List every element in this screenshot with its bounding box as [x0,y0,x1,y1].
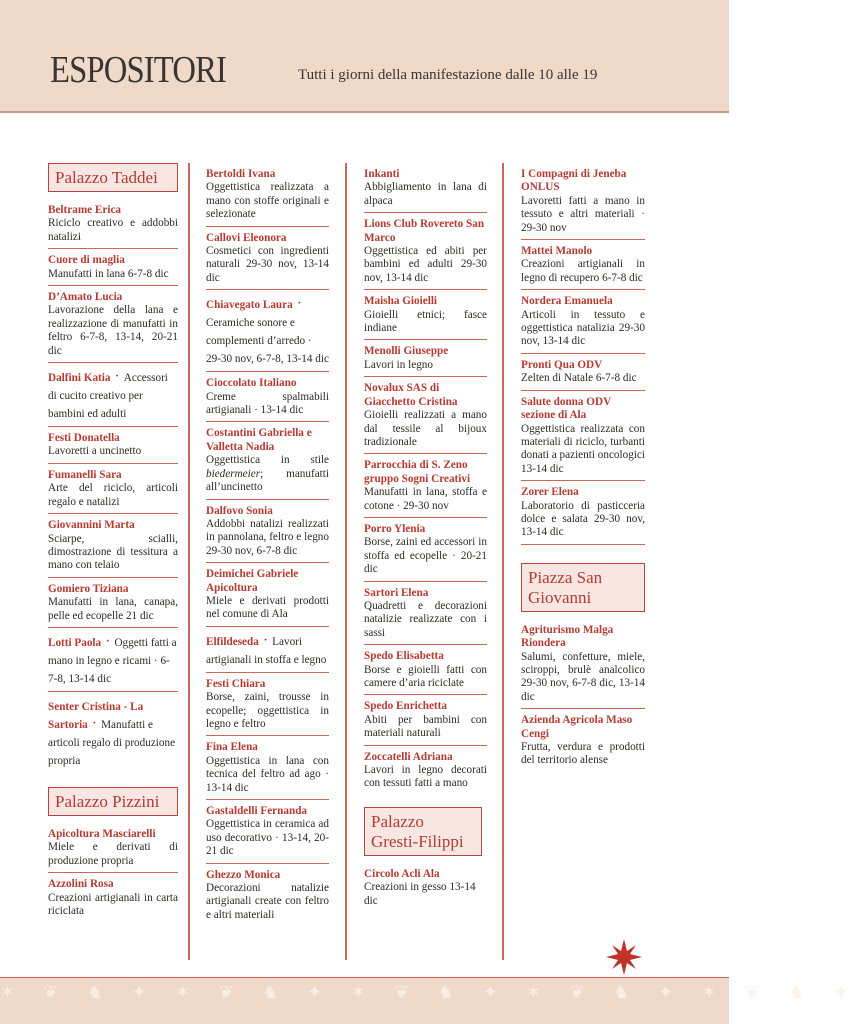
page-title: ESPOSITORI [50,49,227,91]
exhibitor-entry [48,291,178,363]
exhibitor-entry [206,741,329,800]
exhibitor-entry [364,459,487,518]
exhibitor-entry [364,168,487,213]
exhibitor-name: Pronti Qua ODV [521,358,603,371]
exhibitor-entry [521,359,645,391]
exhibitor-desc: Decorazioni natalizie artigianali create con feltro e altri materiali [206,882,329,921]
exhibitor-desc: Borse, zaini, trousse in ecopelle; oggettistica in legno e feltro [206,691,329,730]
desc-text: Oggettistica in stile [206,454,329,467]
exhibitor-entry [48,583,178,628]
exhibitor-desc: Quadretti e decorazioni natalizie realizzate con i sassi [364,599,487,639]
exhibitor-entry [521,396,645,481]
reindeer-star-pattern-icon: ✶ ❦ ♞ ✦ ✶ ❦ ♞ ✦ ✶ ❦ ♞ ✦ ✶ ❦ ♞ ✦ ✶ ❦ ♞ ✦ [0,982,860,1002]
exhibitor-entry: Elfildeseda · Lavori artigianali in stoffa e legno [206,632,329,673]
exhibitor-desc: Abiti per bambini con materiali naturali [364,713,487,740]
exhibitor-entry [364,295,487,340]
column-2 [206,168,329,965]
exhibitor-desc: Articoli in tessuto e oggettistica natalizia 29-30 nov, 13-14 dic [521,308,645,348]
exhibitor-entry [521,295,645,354]
exhibitor-entry [206,869,329,927]
column-3 [364,168,487,965]
exhibitor-entry [206,678,329,737]
exhibitor-desc: Creazioni artigianali in carta riciclata [48,891,178,917]
exhibitor-desc: Lavori in legno decorati con tessuti fatti a mano [364,764,487,790]
exhibitor-name: Dalfovo Sonia [206,504,273,517]
exhibitor-name: Festi Chiara [206,677,266,690]
exhibitor-desc: Creme spalmabili artigianali · 13-14 dic [206,390,329,417]
exhibitor-desc: Salumi, confetture, miele, sciroppi, brulè analcolico 29-30 nov, 6-7-8 dic, 13-14 dic [521,650,645,703]
exhibitor-name: Porro Ylenia [364,522,426,535]
venue-heading: Piazza San Giovanni [521,563,645,612]
exhibitor-entry [206,568,329,627]
exhibitor-desc: Gioielli etnici; fasce indiane [364,308,487,335]
exhibitor-name: Fumanelli Sara [48,468,122,481]
exhibitor-name: Callovi Eleonora [206,231,287,244]
exhibitor-entry [48,878,178,922]
exhibitor-desc: Manufatti in lana, stoffa e cotone · 29-30 nov [364,486,487,512]
exhibitor-entry [364,345,487,377]
exhibitor-desc: Miele e derivati di produzione propria [48,841,178,867]
venue-heading: Palazzo Pizzini [48,787,178,816]
column-divider [502,163,504,960]
exhibitor-name: Festi Donatella [48,432,120,445]
exhibitor-desc: Oggetti fatti a mano in legno e ricami · 6-7-8, 13-14 dic [48,636,177,685]
exhibitor-name: I Compagni di Jeneba ONLUS [521,168,627,194]
exhibitor-desc [206,454,329,494]
exhibitor-name: Dalfini Katia [48,372,111,385]
exhibitor-desc: Lavoretti a uncinetto [48,445,142,458]
exhibitor-name: Zorer Elena [521,486,579,499]
exhibitor-entry: Dalfini Katia · Accessori di cucito creativo per bambini ed adulti [48,368,178,427]
exhibitor-desc: Lavori in legno [364,358,433,371]
venue-heading: Palazzo Taddei [48,163,178,192]
column-4 [521,168,645,965]
exhibitor-entry: Lotti Paola · Oggetti fatti a mano in legno e ricami · 6-7-8, 13-14 dic [48,633,178,692]
exhibitor-entry [364,751,487,795]
exhibitor-name: Elfildeseda [206,635,259,648]
exhibitor-name: Parrocchia di S. Zeno gruppo Sogni Creativi [364,459,471,485]
exhibitor-entry [364,523,487,582]
exhibitor-name: Salute donna ODV sezione di Ala [521,395,611,422]
exhibitor-name: Fina Elena [206,741,258,754]
exhibitor-entry [206,232,329,291]
exhibitor-entry [521,624,645,709]
exhibitor-entry [206,505,329,564]
exhibitor-entry [521,168,645,240]
exhibitor-desc: Lavori artigianali in stoffa e legno [206,635,327,666]
column-divider [345,163,347,960]
exhibitor-entry [206,427,329,499]
exhibitor-desc: Addobbi natalizi realizzati in pannolana, feltro e legno 29-30 nov, 6-7-8 dic [206,517,329,557]
exhibitor-entry [206,377,329,422]
exhibitor-entry [364,218,487,290]
exhibitor-name: Maisha Gioielli [364,295,438,308]
exhibitor-desc: Creazioni artigianali in legno di recupero 6-7-8 dic [521,258,645,284]
exhibitor-entry [364,587,487,646]
exhibitor-entry [364,868,487,912]
exhibitor-desc: Oggettistica realizzata a mano con stoffe originali e selezionate [206,181,329,221]
exhibitor-desc: Manufatti in lana 6-7-8 dic [48,267,169,280]
exhibitor-entry [364,382,487,454]
exhibitor-desc: Riciclo creativo e addobbi natalizi [48,217,178,243]
exhibitor-desc: Oggettistica in lana con tecnica del feltro ad ago · 13-14 dic [206,754,329,794]
exhibitor-desc: Borse e gioielli fatti con camere d’aria riciclate [364,663,487,689]
exhibitor-name: Gastaldelli Fernanda [206,805,308,817]
exhibitor-entry [521,714,645,772]
desc-emphasis: biedermeier [206,467,261,480]
exhibitor-entry [206,168,329,227]
exhibitor-name: Gomiero Tiziana [48,582,129,595]
exhibitor-entry [364,650,487,695]
exhibitor-entry: Chiavegato Laura · Ceramiche sonore e complementi d’arredo · 29-30 nov, 6-7-8, 13-14 dic [206,295,329,372]
exhibitor-name: Mattei Manolo [521,245,593,258]
exhibitor-name: Spedo Elisabetta [364,650,444,663]
exhibitor-name: Lotti Paola [48,636,102,649]
exhibitor-desc: Oggettistica realizzata con materiali di riciclo, turbanti donati a pazienti oncologici 13-14 dic [521,422,645,475]
exhibitor-name: Senter Cristina - La Sartoria [48,700,144,731]
exhibitor-desc: Lavoretti fatti a mano in tessuto e altri materiali · 29-30 nov [521,194,645,234]
exhibitor-entry [364,700,487,745]
exhibitor-name: Novalux SAS di Giacchetto Cristina [364,382,458,408]
exhibitor-name: D’Amato Lucia [48,291,123,304]
exhibitor-name: Apicoltura Masciarelli [48,827,156,840]
exhibitor-entry [521,486,645,545]
exhibitor-name: Agriturismo Malga Riondera [521,623,614,650]
exhibitor-desc: Manufatti e articoli regalo di produzione propria [48,718,176,767]
star-icon [606,939,642,975]
exhibitor-name: Chiavegato Laura [206,299,293,312]
exhibitor-name: Bertoldi Ivana [206,168,276,180]
exhibitor-name: Sartori Elena [364,586,429,599]
exhibitor-name: Azzolini Rosa [48,878,114,891]
exhibitor-entry: Senter Cristina - La Sartoria · Manufatti e articoli regalo di produzione propria [48,700,176,767]
column-1 [48,163,178,960]
exhibitor-desc: Cosmetici con ingredienti naturali 29-30 nov, 13-14 dic [206,245,329,284]
exhibitor-entry [206,805,329,864]
exhibitor-name: Cioccolato Italiano [206,377,297,390]
exhibitor-name: Zoccatelli Adriana [364,750,453,763]
desc-text: ; manufatti all’uncinetto [206,467,329,494]
exhibitor-name: Nordera Emanuela [521,295,613,308]
exhibitor-entry [48,519,178,578]
exhibitor-name: Giovannini Marta [48,519,135,532]
exhibitor-name: Azienda Agricola Maso Cengi [521,714,633,740]
exhibitor-desc: Manufatti in lana, canapa, pelle ed ecopelle 21 dic [48,596,178,622]
exhibitor-desc: Laboratorio di pasticceria dolce e salata 29-30 nov, 13-14 dic [521,499,645,539]
exhibitor-desc: Creazioni in gesso 13-14 dic [364,881,476,907]
page-header [0,0,729,113]
exhibitor-desc: Zelten di Natale 6-7-8 dic [521,372,637,385]
exhibitor-desc: Arte del riciclo, articoli regalo e natalizi [48,482,178,508]
exhibitor-name: Deimichei Gabriele Apicoltura [206,568,299,594]
column-divider [188,163,190,960]
exhibitor-name: Menolli Giuseppe [364,345,449,358]
exhibitor-entry [48,828,178,873]
exhibitor-name: Cuore di maglia [48,254,125,267]
exhibitor-name: Spedo Enrichetta [364,700,447,713]
exhibitor-entry [48,432,178,464]
exhibitor-entry [48,469,178,514]
exhibitor-name: Circolo Acli Ala [364,867,440,880]
footer-decoration [0,977,860,1024]
page-subtitle: Tutti i giorni della manifestazione dalle 10 alle 19 [298,67,598,83]
exhibitor-entry [48,204,178,249]
venue-heading: Palazzo Gresti-Filippi [364,807,482,856]
exhibitor-name: Beltrame Erica [48,204,121,216]
exhibitor-desc: Lavorazione della lana e realizzazione di manufatti in feltro 6-7-8, 13-14, 20-21 dic [48,304,178,357]
exhibitor-name: Lions Club Rovereto San Marco [364,218,485,244]
exhibitor-desc: Abbigliamento in lana di alpaca [364,181,487,207]
exhibitor-desc: Miele e derivati prodotti nel comune di Ala [206,594,329,621]
exhibitor-desc: Accessori di cucito creativo per bambini ed adulti [48,372,168,421]
exhibitor-desc: Gioielli realizzati a mano dal tessile al bijoux tradizionale [364,409,487,448]
exhibitor-entry [48,254,178,286]
exhibitor-desc: Borse, zaini ed accessori in stoffa ed ecopelle · 20-21 dic [364,536,487,576]
exhibitor-desc: Frutta, verdura e prodotti del territorio alense [521,741,645,767]
exhibitor-name: Costantini Gabriella e Valletta Nadia [206,427,312,453]
exhibitor-entry [521,245,645,290]
exhibitor-desc: Sciarpe, scialli, dimostrazione di tessitura a mano con telaio [48,532,178,572]
exhibitor-name: Inkanti [364,168,400,180]
exhibitor-desc: Ceramiche sonore e complementi d’arredo · 29-30 nov, 6-7-8, 13-14 dic [206,317,329,366]
exhibitor-name: Ghezzo Monica [206,868,281,881]
exhibitor-desc: Oggettistica ed abiti per bambini ed adulti 29-30 nov, 13-14 dic [364,245,487,284]
exhibitor-desc: Oggettistica in ceramica ad uso decorativo · 13-14, 20-21 dic [206,818,329,858]
